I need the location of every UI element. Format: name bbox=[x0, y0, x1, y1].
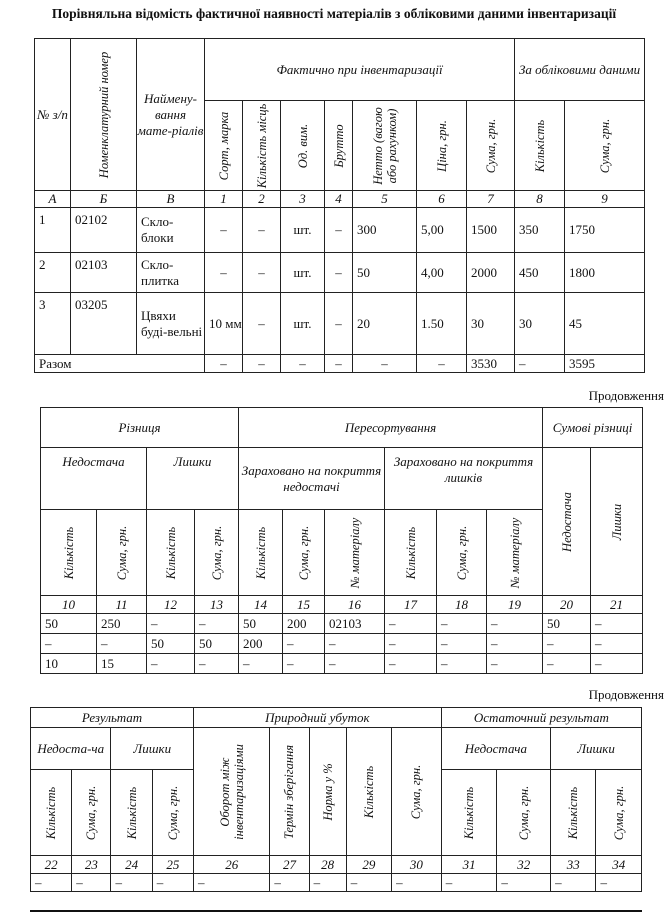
table-row: 10 15 – – – – – – – – – – bbox=[41, 654, 643, 674]
header-qty: Кількість bbox=[41, 510, 97, 596]
index-cell: 9 bbox=[565, 191, 645, 208]
header-resort: Пересортування bbox=[239, 408, 543, 448]
index-cell: 4 bbox=[325, 191, 353, 208]
header-cover-shortage: Зараховано на покриття недостачі bbox=[239, 448, 385, 510]
header-nomenclature: Номенклатурний номер bbox=[71, 39, 137, 191]
header-turnover: Оборот між інвентаризаціями bbox=[194, 728, 270, 856]
document-title: Порівняльна відомість фактичної наявності матеріалів з обліковими даними інвентаризації bbox=[51, 6, 617, 21]
header-sum-diff: Сумові різниці bbox=[543, 408, 643, 448]
index-cell: В bbox=[137, 191, 205, 208]
index-cell: 33 bbox=[551, 856, 596, 874]
header-result: Результат bbox=[31, 708, 194, 728]
header-qty: Кількість bbox=[31, 770, 72, 856]
index-cell: А bbox=[35, 191, 71, 208]
index-cell: 12 bbox=[147, 596, 195, 614]
header-sum: Сума, грн. bbox=[72, 770, 111, 856]
header-number: № з/п bbox=[35, 39, 71, 191]
index-cell: 21 bbox=[591, 596, 643, 614]
header-material-no: № матеріалу bbox=[325, 510, 385, 596]
header-sum: Сума, грн. bbox=[152, 770, 193, 856]
index-cell: 14 bbox=[239, 596, 283, 614]
header-sum: Сума, грн. bbox=[392, 728, 442, 856]
index-cell: 17 bbox=[385, 596, 437, 614]
header-accounting: За обліковими даними bbox=[515, 39, 645, 101]
index-cell: 19 bbox=[487, 596, 543, 614]
header-sum: Сума, грн. bbox=[195, 510, 239, 596]
header-sum: Сума, грн. bbox=[283, 510, 325, 596]
index-cell: 28 bbox=[309, 856, 346, 874]
table-row: – – – – – – – – – – – – – bbox=[31, 874, 642, 892]
header-final-result: Остаточний результат bbox=[441, 708, 641, 728]
index-cell: 8 bbox=[515, 191, 565, 208]
header-actual: Фактично при інвентаризації bbox=[205, 39, 515, 101]
header-qty: Кількість bbox=[239, 510, 283, 596]
index-cell: 3 bbox=[281, 191, 325, 208]
header-net: Нетто (вагою або рахунком) bbox=[353, 101, 417, 191]
header-unit: Од. вим. bbox=[281, 101, 325, 191]
header-difference: Різниця bbox=[41, 408, 239, 448]
table-row: 3 03205 Цвяхи буді-вельні 10 мм – шт. – 20 1.50 30 30 45 bbox=[35, 293, 645, 355]
header-norm: Норма у % bbox=[309, 728, 346, 856]
header-shortage-sum: Недостача bbox=[543, 448, 591, 596]
index-cell: 15 bbox=[283, 596, 325, 614]
header-cover-surplus: Зараховано на покриття лишків bbox=[385, 448, 543, 510]
index-cell: 7 bbox=[467, 191, 515, 208]
index-cell: 5 bbox=[353, 191, 417, 208]
table-row: 50 250 – – 50 200 02103 – – – 50 – bbox=[41, 614, 643, 634]
index-cell: 22 bbox=[31, 856, 72, 874]
header-final-surplus: Лишки bbox=[551, 728, 642, 770]
header-sum: Сума, грн. bbox=[596, 770, 642, 856]
header-sum: Сума, грн. bbox=[497, 770, 551, 856]
index-cell: 16 bbox=[325, 596, 385, 614]
index-cell: 1 bbox=[205, 191, 243, 208]
header-storage-term: Термін зберігання bbox=[270, 728, 309, 856]
header-surplus-sum: Лишки bbox=[591, 448, 643, 596]
result-table bbox=[30, 707, 642, 892]
header-shortage: Недостача bbox=[41, 448, 147, 510]
header-sum: Сума, грн. bbox=[97, 510, 147, 596]
index-cell: 23 bbox=[72, 856, 111, 874]
header-qty: Кількість bbox=[551, 770, 596, 856]
differences-table bbox=[40, 407, 643, 674]
header-sum: Сума, грн. bbox=[437, 510, 487, 596]
header-qty: Кількість bbox=[515, 101, 565, 191]
header-material-no: № матеріалу bbox=[487, 510, 543, 596]
header-qty: Кількість bbox=[111, 770, 152, 856]
bottom-rule bbox=[30, 910, 642, 912]
header-surplus: Лишки bbox=[147, 448, 239, 510]
index-cell: 26 bbox=[194, 856, 270, 874]
header-sum-acc: Сума, грн. bbox=[565, 101, 645, 191]
table-row: 1 02102 Скло-блоки – – шт. – 300 5,00 1500 350 1750 bbox=[35, 208, 645, 253]
index-cell: 32 bbox=[497, 856, 551, 874]
header-final-shortage: Недостача bbox=[441, 728, 550, 770]
index-cell: 24 bbox=[111, 856, 152, 874]
index-cell: 31 bbox=[441, 856, 497, 874]
header-sort: Сорт, марка bbox=[205, 101, 243, 191]
header-qty: Кількість bbox=[385, 510, 437, 596]
header-surplus: Лишки bbox=[111, 728, 194, 770]
table-row: 2 02103 Скло-плитка – – шт. – 50 4,00 2000 450 1800 bbox=[35, 253, 645, 293]
header-price: Ціна, грн. bbox=[417, 101, 467, 191]
index-cell: 11 bbox=[97, 596, 147, 614]
header-qty: Кількість bbox=[147, 510, 195, 596]
header-shortage: Недоста-ча bbox=[31, 728, 111, 770]
header-qty: Кількість bbox=[441, 770, 497, 856]
header-gross: Брутто bbox=[325, 101, 353, 191]
total-row: Разом – – – – – – 3530 – 3595 bbox=[35, 355, 645, 373]
index-cell: 18 bbox=[437, 596, 487, 614]
header-places: Кількість місць bbox=[243, 101, 281, 191]
index-cell: 25 bbox=[152, 856, 193, 874]
index-cell: 30 bbox=[392, 856, 442, 874]
index-cell: 10 bbox=[41, 596, 97, 614]
header-qty: Кількість bbox=[346, 728, 391, 856]
index-cell: 29 bbox=[346, 856, 391, 874]
header-sum: Сума, грн. bbox=[467, 101, 515, 191]
index-cell: 27 bbox=[270, 856, 309, 874]
header-material-name: Наймену-вання мате-ріалів bbox=[137, 39, 205, 191]
index-cell: Б bbox=[71, 191, 137, 208]
inventory-table bbox=[34, 38, 645, 373]
index-cell: 6 bbox=[417, 191, 467, 208]
continuation-label: Продовження bbox=[588, 388, 664, 403]
table-row: – – 50 50 200 – – – – – – – bbox=[41, 634, 643, 654]
header-natural-loss: Природний убуток bbox=[194, 708, 442, 728]
continuation-label: Продовження bbox=[588, 687, 664, 702]
index-cell: 2 bbox=[243, 191, 281, 208]
index-cell: 34 bbox=[596, 856, 642, 874]
index-cell: 20 bbox=[543, 596, 591, 614]
index-cell: 13 bbox=[195, 596, 239, 614]
